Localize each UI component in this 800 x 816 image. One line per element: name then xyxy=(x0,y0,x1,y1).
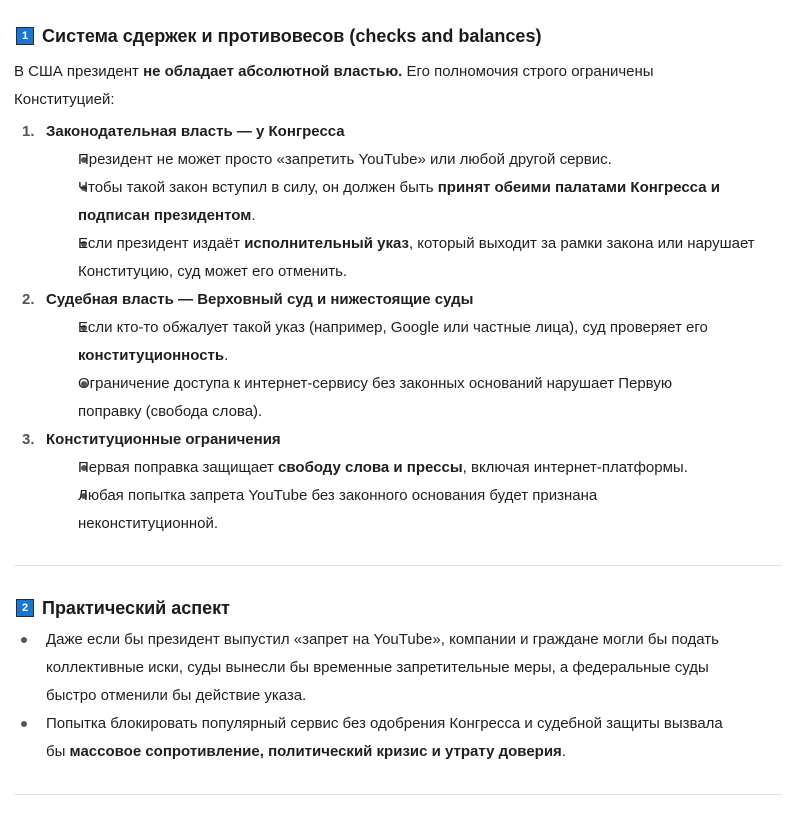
bullet-text xyxy=(78,454,688,482)
section-heading-2 xyxy=(16,596,230,620)
list-item-title: Законодательная власть — у Конгресса xyxy=(46,123,345,140)
list-number: 2. xyxy=(22,291,35,308)
bullet-text-cont: неконституционной. xyxy=(78,515,219,532)
intro-line-2: Конституцией: xyxy=(14,91,115,108)
bullet-text-cont xyxy=(46,738,566,766)
list-number: 3. xyxy=(22,431,35,448)
text: бы xyxy=(46,743,70,760)
list-item-title: Конституционные ограничения xyxy=(46,431,281,448)
text: . xyxy=(224,347,229,364)
text: , включая интернет-платформы. xyxy=(462,459,688,476)
bullet-icon xyxy=(21,637,27,643)
bullet-text: Ограничение доступа к интернет-сервису без законных оснований нарушает Первую xyxy=(78,375,673,392)
bullet-text-cont: коллективные иски, суды вынесли бы временные запретительные меры, а федеральные суды xyxy=(46,659,709,676)
bullet-text: Любая попытка запрета YouTube без законного основания будет признана xyxy=(78,487,598,504)
bullet-text: Если кто-то обжалует такой указ (например, Google или частные лица), суд проверяет его xyxy=(78,319,708,336)
bold-text: принят обеими палатами Конгресса и xyxy=(437,179,720,196)
bullet-text-cont: поправку (свобода слова). xyxy=(78,403,263,420)
bold-text: массовое сопротивление, политический кризис и утрату доверия xyxy=(69,743,562,760)
text: Если президент издаёт xyxy=(78,235,245,252)
text: Чтобы такой закон вступил в силу, он должен быть xyxy=(78,179,438,196)
bullet-text-cont xyxy=(78,342,228,370)
bold-text: конституционность xyxy=(78,347,225,364)
divider xyxy=(14,565,782,566)
bullet-icon xyxy=(21,721,27,727)
text: . xyxy=(251,207,256,224)
list-number: 1. xyxy=(22,123,35,140)
keycap-1-icon: 1 xyxy=(16,27,34,45)
bullet-text-cont: Конституцию, суд может его отменить. xyxy=(78,263,348,280)
bullet-text-cont: быстро отменили бы действие указа. xyxy=(46,687,307,704)
list-item-title: Судебная власть — Верховный суд и нижестоящие суды xyxy=(46,291,474,308)
bullet-text: Попытка блокировать популярный сервис без одобрения Конгресса и судебной защиты вызвала xyxy=(46,715,723,732)
bullet-text xyxy=(78,174,720,202)
intro-line-1 xyxy=(14,58,654,86)
section-title-2: Практический аспект xyxy=(42,597,230,618)
bullet-text xyxy=(78,230,755,258)
section-title-1: Система сдержек и противовесов (checks and balances) xyxy=(42,25,542,46)
text: , который выходит за рамки закона или нарушает xyxy=(408,235,755,252)
divider xyxy=(14,794,782,795)
keycap-2-icon: 2 xyxy=(16,599,34,617)
bold-text: исполнительный указ xyxy=(244,235,409,252)
bullet-text: Даже если бы президент выпустил «запрет на YouTube», компании и граждане могли бы подать xyxy=(46,631,719,648)
text: . xyxy=(561,743,566,760)
bold-text: свободу слова и прессы xyxy=(278,459,463,476)
text: В США президент xyxy=(14,63,144,80)
section-heading-1 xyxy=(16,24,541,48)
bold-text: не обладает абсолютной властью. xyxy=(143,63,403,80)
text: Его полномочия строго ограничены xyxy=(402,63,654,80)
bullet-text-cont xyxy=(78,202,255,230)
bold-text: подписан президентом xyxy=(78,207,252,224)
bullet-text: Президент не может просто «запретить YouTube» или любой другой сервис. xyxy=(78,151,612,168)
text: Первая поправка защищает xyxy=(78,459,279,476)
